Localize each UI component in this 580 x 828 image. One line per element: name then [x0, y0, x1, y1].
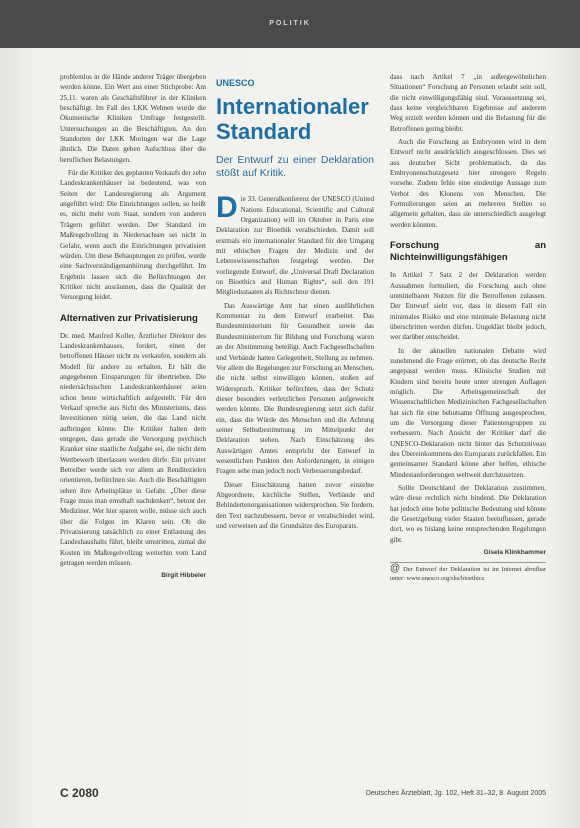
col2-paragraph-3: Dieser Einschätzung hatten zuvor einzelne Abgeordnete, kirchliche Stellen, Verbände und Behindertenorganisationen widersprochen. Sie fordern, den Text nachzubessern, bevor er verabschiedet wird, und verweisen auf die Grundsätze des Europarats.	[216, 480, 374, 530]
lead-text: ie 33. Generalkonferenz der UNESCO (United Nations Educational, Scientific and Cultural Organization) will im Oktober in Paris eine Deklaration zur Bioethik verabschieden. Damit soll erstmals ein internationaler Standard für den Umgang mit ethischen Fragen der Medizin und der Lebenswissenschaften festgelegt werden. Der vorliegende Entwurf, die „Universal Draft Declaration on Bioethics and Human Rights“, soll den 191 Mitgliedsstaaten als Richtschnur dienen.	[216, 195, 374, 297]
publication-source: Deutsches Ärzteblatt, Jg. 102, Heft 31–32, 8. August 2005	[365, 790, 546, 797]
at-icon: @	[390, 563, 401, 575]
col2-paragraph-2: Das Auswärtige Amt hat einen ausführlichen Kommentar zu dem Entwurf erarbeitet. Das Bundesministerium für Gesundheit sowie das Bundesministerium für Bildung und Forschung waren an der Abstimmung beteiligt. Auch Fachgesellschaften und Verbände hatten Gelegenheit, Stellung zu nehmen. Vor allem die Regelungen zur Forschung an Menschen, die nicht selbst einwilligen können, stoßen auf Widerspruch. Kritiker befürchten, dass der Schutz dieser besonders verletzlichen Personen aufgeweicht werden könnte. Die Bundesregierung setzt sich dafür ein, dass die Würde des Menschen und die Achtung seiner Selbstbestimmung im Mittelpunkt der Deklaration stehen. Nach Einschätzung des Auswärtigen Amtes entspricht der Entwurf in wesentlichen Punkten den Anforderungen, in einigen Fragen sehe man jedoch noch Verbesserungsbedarf.	[216, 301, 374, 476]
article-deck: Der Entwurf zu einer Deklaration stößt auf Kritik.	[216, 154, 374, 180]
col3-author: Gisela Klinkhammer	[483, 549, 546, 557]
footnote	[390, 562, 546, 583]
column-right	[390, 72, 546, 583]
col3-paragraph-2: Auch die Forschung an Embryonen wird in dem Entwurf nicht ausdrücklich ausgeschlossen. Dies sei aus deutscher Sicht problematisch, da das Embryonenschutzgesetz hier strengere Regeln vorsehe. Zudem fehle eine eindeutige Aussage zum Verbot des Klonens von Menschen. Die Formulierungen seien an mehreren Stellen so allgemein gehalten, dass sie unterschiedlich ausgelegt werden könnten.	[390, 138, 546, 229]
col3-subhead: Forschung an Nichteinwilligungsfähigen	[390, 240, 546, 264]
section-header-bar	[0, 0, 580, 48]
col1-paragraph-1: problemlos in die Hände anderer Träger übergeben werden könne. Ein Wert aus einer Stichprobe: Am 25.11. waren als Geschäftsführer in der Kliniken beschäftigt. Im Fall des LKK Wehnen wurde die Ökumenische Kliniken Umfrage festgestellt. Untersuchungen an die Beschäftigten. An den Standorten der LKK Moringen war die Lage ähnlich. Die Daten geben Aufschluss über die beruflichen Belastungen.	[60, 73, 206, 164]
footnote-text: Der Entwurf der Deklaration ist im Internet abrufbar unter: www.unesco.org/shs/bioethics	[390, 566, 546, 582]
faint-banner	[200, 56, 370, 76]
col3-paragraph-4: In der aktuellen nationalen Debatte wird zunehmend die Frage erörtert, ob das deutsche Recht angepasst werden muss. Klinische Studien mit Kindern sind bereits heute unter strengen Auflagen möglich. Die Arbeitsgemeinschaft der Wissenschaftlichen Medizinischen Fachgesellschaften hat sich für eine behutsame Öffnung ausgesprochen, um die Versorgung dieser Patientengruppen zu verbessern. Nach Ansicht der Kritiker darf die UNESCO-Deklaration nicht hinter das Schutzniveau des Übereinkommens des Europarats zurückfallen. Ein gemeinsamer Standard könne aber helfen, ethische Mindestanforderungen weltweit durchzusetzen.	[390, 346, 547, 479]
col3-paragraph-5: Sollte Deutschland der Deklaration zustimmen, wäre diese rechtlich nicht bindend. Die Deklaration hat jedoch eine hohe politische Bedeutung und könnte die Gesetzgebung vieler Staaten beeinflussen, gerade dort, wo es bislang keine entsprechenden Regelungen gibt.	[390, 484, 546, 544]
col1-subhead: Alternativen zur Privatisierung	[60, 312, 198, 324]
dropcap-letter: D	[216, 191, 238, 225]
column-left	[60, 72, 206, 582]
article-headline: Internationaler Standard	[216, 94, 369, 145]
col3-paragraph-1: dass nach Artikel 7 „in außergewöhnlichen Situationen“ Forschung an Personen erlaubt sein soll, die nicht einwilligungsfähig sind. Voraussetzung sei, dass keine vergleichbaren Ergebnisse auf anderem Weg erzielt werden können und die Belastung für die Betroffenen gering bleibt.	[390, 73, 546, 133]
article-kicker: UNESCO	[216, 78, 255, 88]
section-label: POLITIK	[269, 20, 311, 27]
col1-paragraph-2: Für die Kritiker des geplanten Verkaufs der zehn Landeskrankenhäuser ist bedeutend, was von Seiten der Landesregierung als Argument angeführt wird: Die Einrichtungen sollen, so heißt es, nicht mehr vom Staat, sondern von anderen Trägern geführt werden. Der Standard im Maßregelvollzug in Niedersachsen sei nicht in Gefahr, wenn auch die Einrichtungen privatisiert würden. Um diese Behauptungen zu prüfen, wurde eine Sachverständigenanhörung durchgeführt. Im Ergebnis lassen sich die Befürchtungen der Kritiker nicht ausräumen, dass die Qualität der Versorgung leidet.	[60, 169, 206, 302]
page-number: C 2080	[60, 786, 99, 800]
col1-paragraph-3: Dr. med. Manfred Koller, Ärztlicher Direktor des Landeskrankenhauses, fordert, einen der betroffenen Häuser nicht zu verkaufen, sondern als Modell für andere zu erhalten. Er hält die angegebenen Einsparungen für übertrieben. Die niedersächsischen Landeskrankenhäuser seien schon heute wirtschaftlich aufgestellt. Für den Verkauf spreche aus Sicht des Ministeriums, dass Investitionen nötig seien, die das Land nicht aufbringen könne. Die Kritiker halten dem entgegen, dass gerade die Versorgung psychisch Kranker eine staatliche Aufgabe sei, die nicht dem Wettbewerb überlassen werden dürfe. Ein privater Betreiber werde sich vor allem an Renditezielen orientieren, befürchten sie. Auch die Beschäftigten sehen ihre Arbeitsplätze in Gefahr. „Über diese Frage muss man ernsthaft nachdenken“, betont der Mediziner. Wer hier sparen wolle, müsse sich auch über die Folgen im Klaren sein. Ob die Privatisierung tatsächlich zu einer Entlastung des Landeshaushalts führt, bleibt umstritten, zumal die Kosten im Maßregelvollzug weiterhin vom Land getragen werden müssen.	[60, 331, 206, 568]
col1-author: Birgit Hibbeler	[161, 572, 206, 580]
column-middle	[216, 78, 374, 534]
page-footer	[60, 786, 546, 804]
article-lead-paragraph	[216, 191, 374, 297]
col3-paragraph-3: In Artikel 7 Satz 2 der Deklaration werden Ausnahmen formuliert, die Forschung auch ohne unmittelbaren Nutzen für die Betroffenen zulassen. Der Entwurf sieht vor, dass in diesem Fall ein minimales Risiko und eine minimale Belastung nicht überschritten werden dürfen. Ungeklärt bleibt jedoch, wer darüber entscheidet.	[390, 271, 546, 342]
